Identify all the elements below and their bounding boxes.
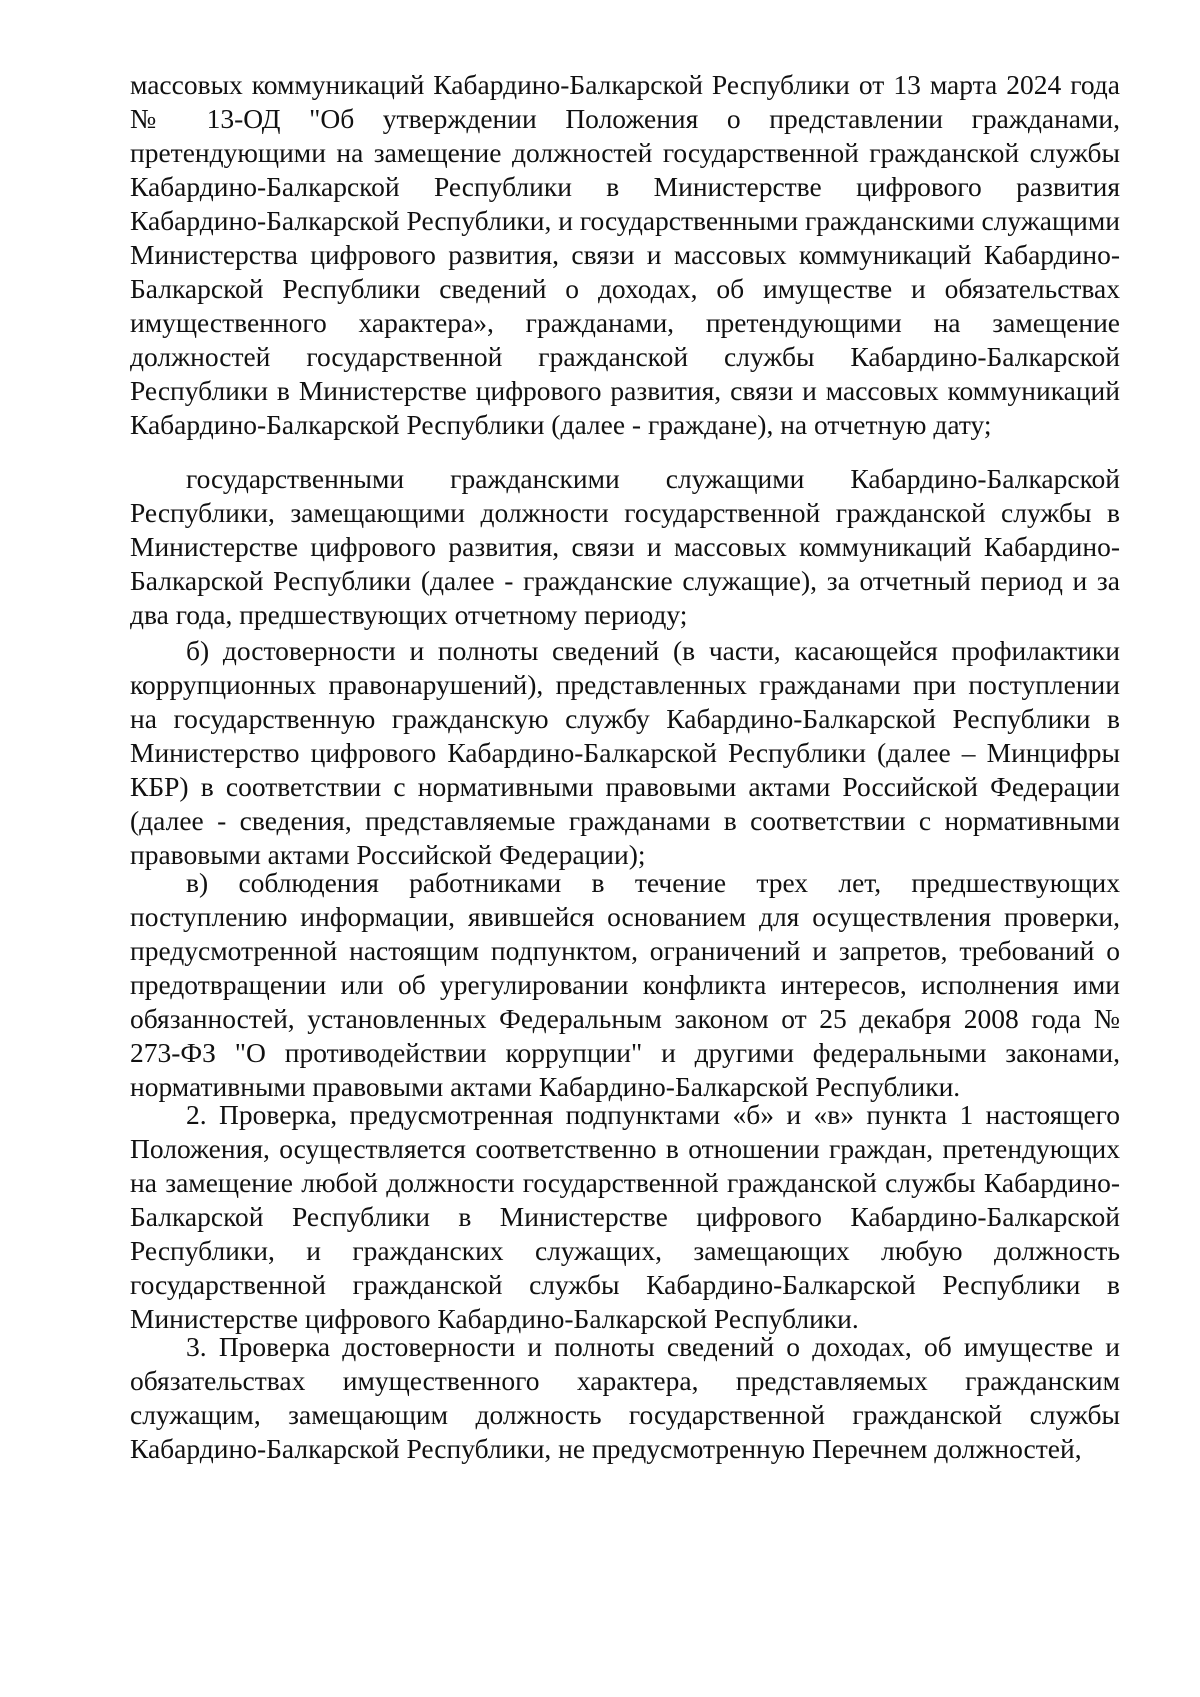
paragraph-item-v: в) соблюдения работниками в течение трех лет, предшествующих поступлению информации, явившейся основанием для осуществления проверки, предусмотренной настоящим подпунктом, ограничений и запретов, требований о предотвращении или об урегулировании конфликта интересов, исполнения ими обязанностей, установленных Федеральным законом от 25 декабря 2008 года № 273-ФЗ "О противодействии коррупции" и другими федеральными законами, нормативными правовыми актами Кабардино-Балкарской Республики. bbox=[130, 867, 1120, 1102]
paragraph-section-3: 3. Проверка достоверности и полноты сведений о доходах, об имуществе и обязательствах имущественного характера, представляемых гражданским служащим, замещающим должность государственной гражданской службы Кабардино-Балкарской Республики, не предусмотренную Перечнем должностей, bbox=[130, 1331, 1120, 1464]
paragraph-continuation: массовых коммуникаций Кабардино-Балкарской Республики от 13 марта 2024 года № 13-ОД "Об утверждении Положения о представлении гражданами, претендующими на замещение должностей государственной гражданской службы Кабардино-Балкарской Республики в Министерстве цифрового развития Кабардино-Балкарской Республики, и государственными гражданскими служащими Министерства цифрового развития, связи и массовых коммуникаций Кабардино-Балкарской Республики сведений о доходах, об имуществе и обязательствах имущественного характера», гражданами, претендующими на замещение должностей государственной гражданской службы Кабардино-Балкарской Республики в Министерстве цифрового развития, связи и массовых коммуникаций Кабардино-Балкарской Республики (далее - граждане), на отчетную дату; bbox=[130, 69, 1120, 440]
paragraph-section-2: 2. Проверка, предусмотренная подпунктами «б» и «в» пункта 1 настоящего Положения, осуществляется соответственно в отношении граждан, претендующих на замещение любой должности государственной гражданской службы Кабардино-Балкарской Республики в Министерстве цифрового Кабардино-Балкарской Республики, и гражданских служащих, замещающих любую должность государственной гражданской службы Кабардино-Балкарской Республики в Министерстве цифрового Кабардино-Балкарской Республики. bbox=[130, 1099, 1120, 1334]
paragraph-item-b: б) достоверности и полноты сведений (в части, касающейся профилактики коррупционных правонарушений), представленных гражданами при поступлении на государственную гражданскую службу Кабардино-Балкарской Республики в Министерство цифрового Кабардино-Балкарской Республики (далее – Минцифры КБР) в соответствии с нормативными правовыми актами Российской Федерации (далее - сведения, представляемые гражданами в соответствии с нормативными правовыми актами Российской Федерации); bbox=[130, 635, 1120, 870]
paragraph-civil-servants: государственными гражданскими служащими Кабардино-Балкарской Республики, замещающими должности государственной гражданской службы в Министерстве цифрового развития, связи и массовых коммуникаций Кабардино-Балкарской Республики (далее - гражданские служащие), за отчетный период и за два года, предшествующих отчетному периоду; bbox=[130, 463, 1120, 630]
